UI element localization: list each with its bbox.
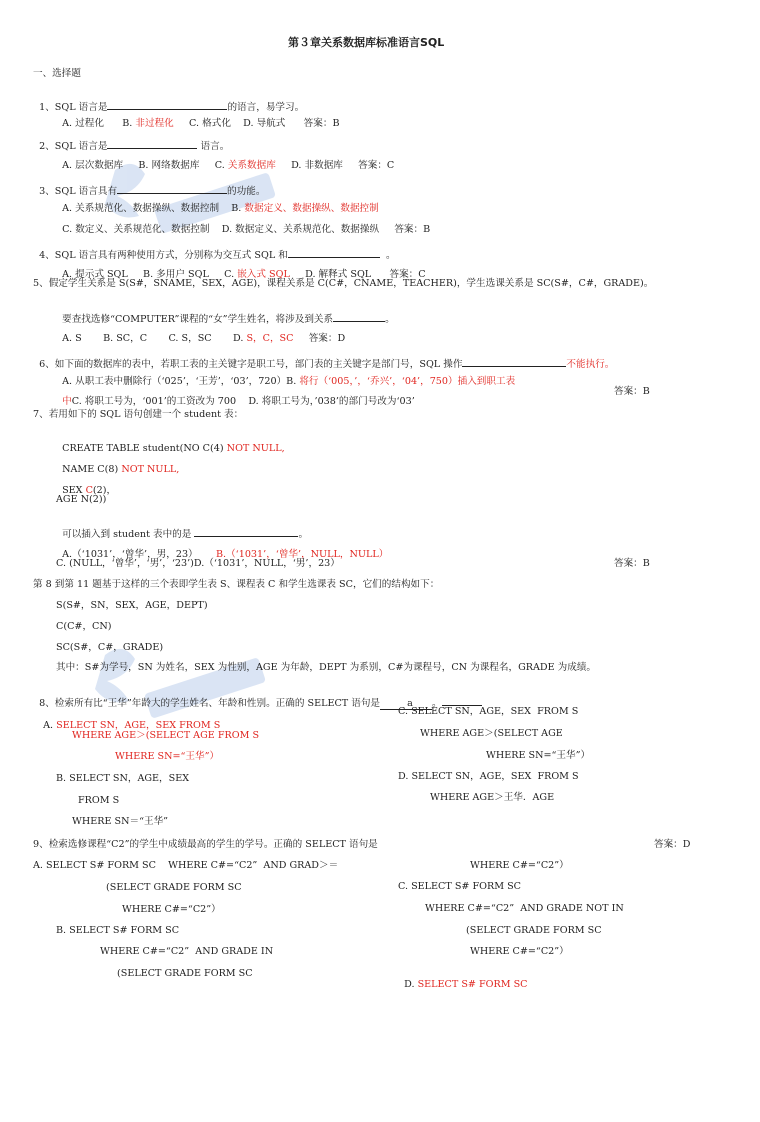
question-6-options-ab: A. 从职工表中删除行（‘025’，‘王芳’，‘03’，720）B. 将行（‘005，’，‘乔兴’，‘04’，750）插入到职工表: [62, 376, 516, 387]
question-7-answer: 答案：B: [614, 558, 650, 569]
question-3-options-cd: C. 数定义、关系规范化、数据控制 D. 数据定义、关系规范化、数据操纵 答案：B: [62, 224, 431, 235]
q8-option-c-2: WHERE AGE＞(SELECT AGE: [420, 728, 563, 739]
question-4-options: A. 提示式 SQL B. 多用户 SQL C. 嵌入式 SQL D. 解释式 SQL 答案：C: [62, 269, 426, 280]
question-9-stem: 9、检索选修课程“C2”的学生中成绩最高的学生的学号。正确的 SELECT 语句是: [33, 839, 378, 850]
q9-option-a-3: WHERE C#=“C2”）: [122, 904, 221, 915]
q8-option-b-2: FROM S: [78, 795, 120, 806]
q9-option-b-1: B. SELECT S# FORM SC: [56, 925, 180, 936]
q8-option-d-2: WHERE AGE＞王华．AGE: [430, 792, 555, 803]
question-6-stem: 6、如下面的数据库的表中，若职工表的主关键字是职工号，部门表的主关键字是部门号，SQL 操作 不能执行。: [39, 359, 615, 370]
q9-option-a-1: A. SELECT S# FORM SC WHERE C#=“C2” AND GRAD＞＝: [33, 860, 339, 871]
page-title: 第３章关系数据库标准语言SQL: [288, 36, 445, 49]
question-9-answer: 答案：D: [654, 839, 691, 850]
question-4-stem: 4、SQL 语言具有两种使用方式，分别称为交互式 SQL 和 。: [39, 250, 396, 261]
question-5-stem: 5、假定学生关系是 S(S#，SNAME，SEX，AGE)，课程关系是 C(C#，CNAME，TEACHER)，学生选课关系是 SC(S#，C#，GRADE)。: [33, 278, 654, 289]
question-1-stem: 1、SQL 语言是 的语言，易学习。: [39, 102, 305, 113]
question-3-options-ab: A. 关系规范化、数据操纵、数据控制 B. 数据定义、数据操纵、数据控制: [62, 203, 379, 214]
question-2-stem: 2、SQL 语言是 语言。: [39, 141, 230, 152]
code-line-3: SEX C(2)，: [62, 485, 117, 496]
question-3-stem: 3、SQL 语言具有 的功能。: [39, 186, 266, 197]
q9-option-c-1: C. SELECT S# FORM SC: [398, 881, 522, 892]
q8-option-c-1: C. SELECT SN，AGE，SEX FROM S: [398, 706, 579, 717]
question-7-stem-2: 可以插入到 student 表中的是 。: [62, 529, 309, 540]
code-line-4: AGE N(2)): [56, 494, 107, 505]
q9-option-b-3: (SELECT GRADE FORM SC: [117, 968, 253, 979]
code-line-2: NAME C(8) NOT NULL,: [62, 464, 180, 475]
q9-option-c-3: (SELECT GRADE FORM SC: [466, 925, 602, 936]
intro-line-2: S(S#，SN，SEX，AGE，DEPT): [56, 600, 208, 611]
question-8-stem: 8、检索所有比“王华”年龄大的学生姓名、年龄和性别。正确的 SELECT 语句是 a 。: [33, 684, 482, 710]
question-6-options-cd: 中C. 将职工号为，‘001’的工资改为 700 D. 将职工号为，’038’的部门号改为‘03’: [62, 396, 415, 407]
q8-option-a-1: A. SELECT SN，AGE，SEX FROM S: [43, 720, 221, 731]
section-heading: 一、选择题: [33, 68, 81, 79]
q9-option-c-2: WHERE C#=“C2” AND GRADE NOT IN: [425, 903, 624, 914]
question-2-options: A. 层次数据库 B. 网络数据库 C. 关系数据库 D. 非数据库 答案：C: [62, 160, 395, 171]
question-1-options: A. 过程化 B. 非过程化 C. 格式化 D. 导航式 答案：B: [62, 118, 340, 129]
question-7-options-cd: C. (NULL，‘曾华’，‘男’，‘23’)D.（‘1031’，NULL，‘男’，23）: [56, 558, 340, 569]
q8-option-b-1: B. SELECT SN，AGE，SEX: [56, 773, 190, 784]
question-5-options: A. S B. SC，C C. S，SC D. S，C，SC 答案：D: [62, 333, 346, 344]
question-5-stem-2: 要查找选修“COMPUTER”课程的“女”学生姓名，将涉及到关系 。: [62, 314, 395, 325]
q9-option-a-where: WHERE C#=“C2”）: [470, 860, 569, 871]
intro-line-1: 第 8 到第 11 题基于这样的三个表即学生表 S、课程表 C 和学生选课表 SC，它们的结构如下：: [33, 579, 440, 590]
intro-line-4: SC(S#，C#，GRADE): [56, 642, 164, 653]
q9-option-a-2: (SELECT GRADE FORM SC: [106, 882, 242, 893]
q9-option-c-4: WHERE C#=“C2”）: [470, 946, 569, 957]
q8-option-d-1: D. SELECT SN，AGE，SEX FROM S: [398, 771, 579, 782]
question-7-stem: 7、若用如下的 SQL 语句创建一个 student 表：: [33, 409, 244, 420]
question-6-answer: 答案：B: [614, 386, 650, 397]
question-7-options-ab: A.（‘1031’，‘曾华’，男，23） B.（‘1031’，‘曾华’，NULL，NULL）: [62, 549, 389, 560]
q9-option-b-2: WHERE C#=“C2” AND GRADE IN: [100, 946, 274, 957]
q9-option-d-1: D. SELECT S# FORM SC: [404, 979, 528, 990]
q8-option-a-2: WHERE AGE＞(SELECT AGE FROM S: [72, 730, 260, 741]
q8-option-c-3: WHERE SN=“王华”）: [486, 750, 591, 761]
q8-option-a-3: WHERE SN=“王华”）: [115, 751, 220, 762]
intro-line-3: C(C#，CN): [56, 621, 112, 632]
intro-line-5: 其中：S#为学号，SN 为姓名，SEX 为性别，AGE 为年龄，DEPT 为系别，C#为课程号，CN 为课程名，GRADE 为成绩。: [56, 662, 597, 673]
q8-option-b-3: WHERE SN＝“王华”: [72, 816, 169, 827]
code-line-1: CREATE TABLE student(NO C(4) NOT NULL,: [62, 443, 285, 454]
